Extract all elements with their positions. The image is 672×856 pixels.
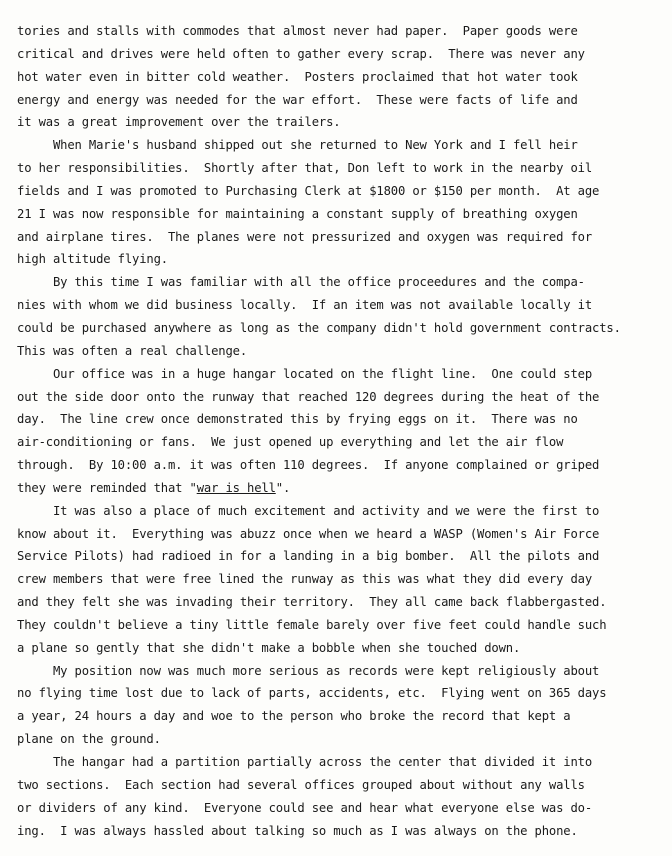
text-line: out the side door onto the runway that reached 120 degrees during the heat of the bbox=[17, 389, 600, 404]
text-line: nies with whom we did business locally. If an item was not available locally it bbox=[17, 298, 592, 313]
text-line: no flying time lost due to lack of parts, accidents, etc. Flying went on 365 days bbox=[17, 686, 607, 701]
quote-open: " bbox=[189, 480, 197, 495]
text-line: know about it. Everything was abuzz once when we heard a WASP (Women's Air Force bbox=[17, 526, 600, 541]
text-line: through. By 10:00 a.m. it was often 110 degrees. If anyone complained or griped bbox=[17, 458, 600, 473]
text-line: two sections. Each section had several offices grouped about without any walls bbox=[17, 777, 585, 792]
text-line: When Marie's husband shipped out she returned to New York and I fell heir bbox=[17, 138, 578, 153]
text-line: fields and I was promoted to Purchasing Clerk at $1800 or $150 per month. At age bbox=[17, 183, 600, 198]
text-line: day. The line crew once demonstrated this by frying eggs on it. There was no bbox=[17, 412, 578, 427]
text-line: The hangar had a partition partially across the center that divided it into bbox=[17, 755, 592, 769]
text-line-quote bbox=[17, 477, 667, 500]
text-line: hot water even in bitter cold weather. Posters proclaimed that hot water took bbox=[17, 69, 578, 84]
text-line: By this time I was familiar with all the office proceedures and the compa- bbox=[17, 275, 585, 290]
text-line: plane on the ground. bbox=[17, 732, 161, 747]
text-line: to her responsibilities. Shortly after that, Don left to work in the nearby oil bbox=[17, 161, 592, 176]
text-line: high altitude flying. bbox=[17, 252, 168, 267]
text-line: or dividers of any kind. Everyone could see and hear what everyone else was do- bbox=[17, 800, 592, 815]
text-line: air-conditioning or fans. We just opened up everything and let the air flow bbox=[17, 435, 564, 450]
text-line-lead: they were reminded that bbox=[17, 480, 190, 495]
memoir-text bbox=[17, 20, 667, 842]
text-line: This was often a real challenge. bbox=[17, 343, 247, 358]
text-line: They couldn't believe a tiny little female barely over five feet could handle such bbox=[17, 617, 607, 632]
text-line: could be purchased anywhere as long as the company didn't hold government contracts. bbox=[17, 320, 621, 335]
text-line: a year, 24 hours a day and woe to the person who broke the record that kept a bbox=[17, 709, 571, 724]
text-line: ing. I was always hassled about talking so much as I was always on the phone. bbox=[17, 823, 578, 838]
quote-close: ". bbox=[275, 480, 291, 495]
text-line: energy and energy was needed for the war effort. These were facts of life and bbox=[17, 92, 578, 107]
underlined-quote: war is hell bbox=[196, 480, 276, 495]
text-line: and they felt she was invading their territory. They all came back flabbergasted. bbox=[17, 595, 607, 610]
text-line: It was also a place of much excitement and activity and we were the first to bbox=[17, 503, 600, 518]
text-line: Our office was in a huge hangar located on the flight line. One could step bbox=[17, 366, 592, 381]
text-line: crew members that were free lined the runway as this was what they did every day bbox=[17, 572, 592, 587]
text-line: critical and drives were held often to gather every scrap. There was never any bbox=[17, 46, 585, 61]
text-line: Service Pilots) had radioed in for a landing in a big bomber. All the pilots and bbox=[17, 549, 600, 564]
text-line: tories and stalls with commodes that almost never had paper. Paper goods were bbox=[17, 24, 578, 38]
text-line: it was a great improvement over the trailers. bbox=[17, 115, 341, 130]
text-line: a plane so gently that she didn't make a bobble when she touched down. bbox=[17, 640, 521, 655]
text-line: and airplane tires. The planes were not pressurized and oxygen was required for bbox=[17, 229, 592, 244]
text-line: My position now was much more serious as records were kept religiously about bbox=[17, 663, 600, 678]
text-line: 21 I was now responsible for maintaining a constant supply of breathing oxygen bbox=[17, 206, 578, 221]
